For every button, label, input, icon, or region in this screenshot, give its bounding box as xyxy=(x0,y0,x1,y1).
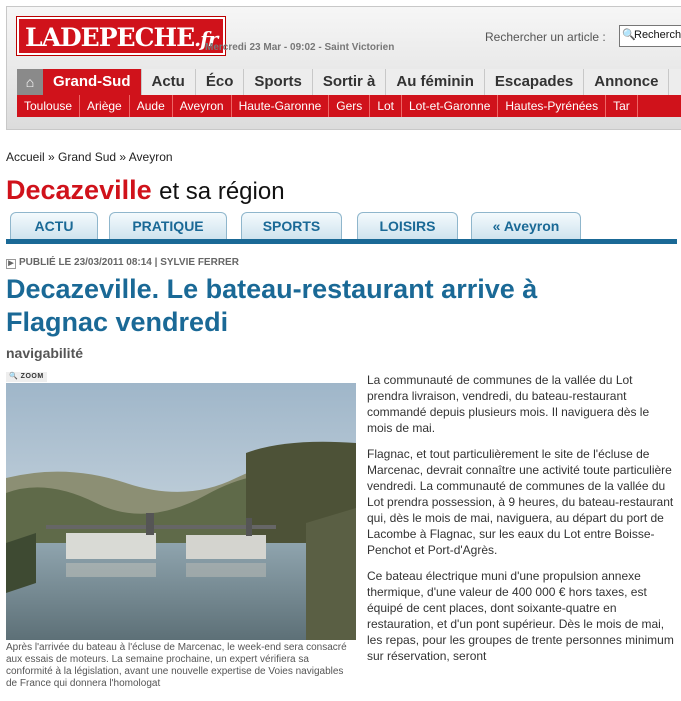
tab-loisirs[interactable]: LOISIRS xyxy=(357,212,458,239)
date-line: Mercredi 23 Mar - 09:02 - Saint Victorien xyxy=(205,42,395,53)
article-paragraph: Flagnac, et tout particulièrement le site de l'écluse de Marcenac, devrait connaître une activité toute particulière vendredi. La communauté de communes de la vallée du Lot prendra possession, à 9 heures, du bateau-restaurant qui, dès le mois de mai, naviguera, au départ du port de Lacombe à Flagnac, sur les eaux du Lot entre Boisse-Penchot et Port-d'Agrès. xyxy=(367,447,674,557)
search-input[interactable] xyxy=(619,25,681,47)
article-meta xyxy=(6,257,239,269)
search-label: Rechercher un article : xyxy=(485,30,606,44)
nav-item-grand-sud[interactable]: Grand-Sud xyxy=(43,69,142,95)
arrow-icon: ▶ xyxy=(6,259,16,269)
subnav-haute-garonne[interactable]: Haute-Garonne xyxy=(232,95,330,117)
article-paragraph: La communauté de communes de la vallée du Lot prendra livraison, vendredi, du bateau-restaurant commandé depuis plusieurs mois. Il naviguera dès le mois de mai. xyxy=(367,373,650,435)
secondary-nav xyxy=(17,95,681,117)
river-lock-image xyxy=(6,383,356,640)
article-paragraph: Ce bateau électrique muni d'une propulsion annexe thermique, d'une valeur de 400 000 € hors taxes, est équipé de cent places, dont soixante-quatre en restauration, et d'un pont supérieur. Dès le mois de mai, les repas, pour les groupes de trente personnes minimum sur réservation, seront xyxy=(367,569,674,663)
article-kicker: navigabilité xyxy=(6,345,84,361)
home-icon[interactable]: ⌂ xyxy=(17,69,43,95)
article-meta-text: PUBLIÉ LE 23/03/2011 08:14 | SYLVIE FERRER xyxy=(19,257,239,268)
logo-suffix: .fr xyxy=(194,27,218,51)
nav-item-annonces[interactable]: Annonce xyxy=(584,69,669,95)
nav-item-eco[interactable]: Éco xyxy=(196,69,245,95)
section-city: Decazeville xyxy=(6,175,152,205)
tab-pratique[interactable]: PRATIQUE xyxy=(109,212,227,239)
subnav-gers[interactable]: Gers xyxy=(329,95,370,117)
nav-item-actu[interactable]: Actu xyxy=(142,69,196,95)
zoom-label: ZOOM xyxy=(20,373,44,380)
subnav-ariege[interactable]: Ariège xyxy=(80,95,130,117)
subnav-aude[interactable]: Aude xyxy=(130,95,173,117)
subnav-toulouse[interactable]: Toulouse xyxy=(17,95,80,117)
section-region: et sa région xyxy=(159,178,285,205)
subnav-tarn[interactable]: Tar xyxy=(606,95,638,117)
logo-main: LADEPECHE xyxy=(25,23,195,52)
subnav-lot[interactable]: Lot xyxy=(370,95,402,117)
primary-nav xyxy=(17,69,681,95)
subnav-aveyron[interactable]: Aveyron xyxy=(173,95,232,117)
article-headline: Decazeville. Le bateau-restaurant arrive à Flagnac vendredi xyxy=(6,274,538,337)
site-header xyxy=(6,6,681,130)
site-logo[interactable] xyxy=(17,17,225,55)
nav-item-sortir[interactable]: Sortir à xyxy=(313,69,387,95)
subnav-hautes-pyrenees[interactable]: Hautes-Pyrénées xyxy=(498,95,606,117)
nav-item-sports[interactable]: Sports xyxy=(244,69,313,95)
subnav-lot-et-garonne[interactable]: Lot-et-Garonne xyxy=(402,95,498,117)
zoom-button[interactable]: 🔍 ZOOM xyxy=(6,372,47,382)
search-icon: 🔍 xyxy=(622,29,636,41)
nav-item-feminin[interactable]: Au féminin xyxy=(386,69,485,95)
photo-caption: Après l'arrivée du bateau à l'écluse de Marcenac, le week-end sera consacré aux essais de moteurs. La semaine prochaine, un expert vérifiera sa conformité à la législation, avant une nouvelle expertise de Voies navigables de France qui donnera l'homologat xyxy=(6,642,347,689)
section-tabs xyxy=(6,212,677,244)
tab-aveyron-back[interactable]: « Aveyron xyxy=(471,212,581,239)
tab-actu[interactable]: ACTU xyxy=(10,212,98,239)
breadcrumb[interactable]: Accueil » Grand Sud » Aveyron xyxy=(6,150,173,164)
section-title xyxy=(6,175,285,206)
tab-sports[interactable]: SPORTS xyxy=(241,212,342,239)
article-body xyxy=(367,372,677,674)
article-photo[interactable] xyxy=(6,383,356,640)
search-value: Recherch xyxy=(634,29,681,41)
nav-item-escapades[interactable]: Escapades xyxy=(485,69,584,95)
